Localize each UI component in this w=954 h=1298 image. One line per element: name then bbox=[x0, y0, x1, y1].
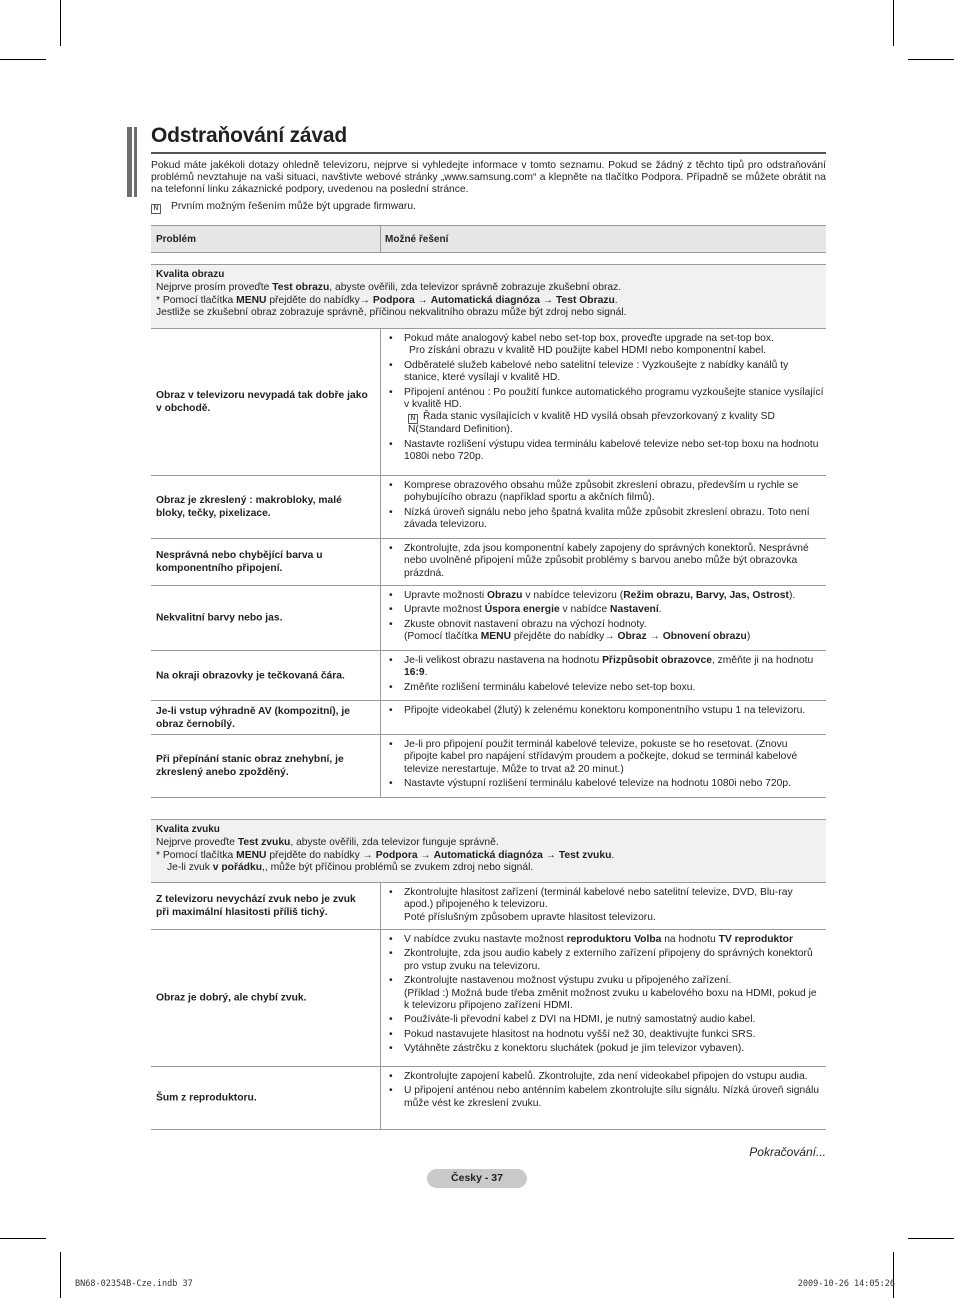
problem-cell: Nekvalitní barvy nebo jas. bbox=[156, 612, 283, 624]
solution-list bbox=[389, 1071, 824, 1112]
continued-label: Pokračování... bbox=[749, 1145, 826, 1159]
crop-mark bbox=[60, 1252, 61, 1298]
list-item: • Zkontrolujte hlasitost zařízení (terminál kabelové nebo satelitní televize, DVD, Blu-ray apod.) připojeného k televizoru. Poté příslušným způsobem upravte hlasitost televizoru. bbox=[389, 887, 824, 924]
footer-file: BN68-02354B-Cze.indb 37 bbox=[75, 1279, 193, 1289]
problem-cell: Šum z reproduktoru. bbox=[156, 1092, 257, 1104]
list-item: • Nastavte rozlišení výstupu videa terminálu kabelové televize nebo set-top boxu na hodnotu 1080i nebo 720p. bbox=[389, 439, 824, 464]
solution-list bbox=[389, 705, 824, 719]
crop-mark bbox=[60, 0, 61, 46]
list-item: • Komprese obrazového obsahu může způsobit zkreslení obrazu, především u rychle se pohybujícího obrazu (například sportu a akčních filmů). bbox=[389, 480, 824, 505]
section-line: Je-li zvuk v pořádku,, může být příčinou problémů se zvukem zdroj nebo signál. bbox=[167, 862, 534, 874]
list-item: • V nabídce zvuku nastavte možnost reproduktoru Volba na hodnotu TV reproduktor bbox=[389, 934, 824, 946]
list-item: • Odběratelé služeb kabelové nebo satelitní televize : Vyzkoušejte z nabídky kanálů ty stanice, které vysílají v kvalitě HD. bbox=[389, 360, 824, 385]
solution-list bbox=[389, 590, 824, 646]
list-item: • Je-li velikost obrazu nastavena na hodnotu Přizpůsobit obrazovce, změňte ji na hodnotu 16:9. bbox=[389, 655, 824, 680]
problem-cell: Při přepínání stanic obraz znehybní, je zkreslený anebo zpožděný. bbox=[156, 754, 344, 778]
solution-list bbox=[389, 739, 824, 793]
list-item: • Zkontrolujte, zda jsou audio kabely z externího zařízení připojeny do správných konektorů pro vstup zvuku na televizoru. bbox=[389, 948, 824, 973]
problem-cell: Obraz je dobrý, ale chybí zvuk. bbox=[156, 992, 307, 1004]
section-line: * Pomocí tlačítka MENU přejděte do nabídky → Podpora → Automatická diagnóza → Test zvuku. bbox=[156, 849, 615, 861]
solution-list bbox=[389, 543, 824, 582]
section-line: Nejprve prosím proveďte Test obrazu, abyste ověřili, zda televizor správně zobrazuje zkušební obraz. bbox=[156, 282, 622, 294]
intro-paragraph: Pokud máte jakékoli dotazy ohledně televizoru, nejprve si vyhledejte informace v tomto seznamu. Pokud se žádný z těchto tipů pro odstraňování problémů nevztahuje na vaši situaci, navštivte webové stránky „www.samsung.com“ a klepněte na tlačítko Podpora. Případně se můžete obrátit na na telefonní linku zákaznické podpory, uvedenou na poslední stránce. bbox=[151, 160, 826, 195]
problem-cell: Obraz v televizoru nevypadá tak dobře jako v obchodě. bbox=[156, 390, 368, 414]
table-row bbox=[151, 586, 826, 651]
header-solution: Možné řešení bbox=[385, 234, 449, 245]
list-item: • Vytáhněte zástrčku z konektoru sluchátek (pokud je jím televizor vybaven). bbox=[389, 1043, 824, 1055]
table-row bbox=[151, 735, 826, 798]
crop-mark bbox=[893, 0, 894, 46]
section-heading: Kvalita obrazu bbox=[156, 269, 225, 280]
list-item: • Používáte-li převodní kabel z DVI na HDMI, je nutný samostatný audio kabel. bbox=[389, 1014, 824, 1026]
table-row bbox=[151, 883, 826, 930]
table-row bbox=[151, 476, 826, 539]
solution-list bbox=[389, 887, 824, 926]
list-item: • Pokud máte analogový kabel nebo set-top box, proveďte upgrade na set-top box. Pro získání obrazu v kvalitě HD použijte kabel HDMI nebo komponentní kabel. bbox=[389, 333, 824, 358]
note-icon: N bbox=[151, 204, 161, 214]
picture-quality-section bbox=[151, 264, 826, 329]
note-icon: N bbox=[408, 414, 418, 424]
title-rule bbox=[151, 152, 826, 154]
list-item: • Nastavte výstupní rozlišení terminálu kabelové televize na hodnotu 1080i nebo 720p. bbox=[389, 778, 824, 790]
list-item: • Nízká úroveň signálu nebo jeho špatná kvalita může způsobit zkreslení obrazu. Toto není závada televizoru. bbox=[389, 507, 824, 532]
list-item: • Zkuste obnovit nastavení obrazu na výchozí hodnoty. (Pomocí tlačítka MENU přejděte do nabídky→ Obraz → Obnovení obrazu) bbox=[389, 619, 824, 644]
list-item: • Je-li pro připojení použit terminál kabelové televize, pokuste se ho resetovat. (Znovu připojte kabel pro napájení střídavým proudem a počkejte, dokud se terminál kabelové televize nerestartuje. Může to trvat až 20 minut.) bbox=[389, 739, 824, 776]
list-item: • Upravte možnosti Obrazu v nabídce televizoru (Režim obrazu, Barvy, Jas, Ostrost). bbox=[389, 590, 824, 602]
table-header bbox=[151, 225, 826, 253]
table-row bbox=[151, 539, 826, 586]
problem-cell: Nesprávná nebo chybějící barva u komponentního připojení. bbox=[156, 550, 323, 574]
crop-mark bbox=[0, 1238, 46, 1239]
problem-cell: Na okraji obrazovky je tečkovaná čára. bbox=[156, 670, 345, 681]
crop-mark bbox=[908, 1238, 954, 1239]
solution-list bbox=[389, 480, 824, 534]
section-line: Jestliže se zkušební obraz zobrazuje správně, příčinou nekvalitního obrazu může být zdroj nebo signál. bbox=[156, 307, 627, 319]
page-number-badge: Česky - 37 bbox=[427, 1169, 527, 1188]
firmware-note bbox=[151, 201, 416, 214]
table-row bbox=[151, 329, 826, 476]
page-title: Odstraňování závad bbox=[151, 124, 347, 147]
list-item: • U připojení anténou nebo anténním kabelem zkontrolujte sílu signálu. Nízká úroveň signálu může vést ke zkreslení zvuku. bbox=[389, 1085, 824, 1110]
solution-list bbox=[389, 934, 824, 1058]
list-item: • Pokud nastavujete hlasitost na hodnotu vyšší než 30, deaktivujte funkci SRS. bbox=[389, 1029, 824, 1041]
list-item: • Připojte videokabel (žlutý) k zelenému konektoru komponentního vstupu 1 na televizoru. bbox=[389, 705, 824, 717]
solution-list bbox=[389, 333, 824, 466]
problem-cell: Je-li vstup výhradně AV (kompozitní), je obraz černobílý. bbox=[156, 705, 350, 730]
section-line: Nejprve proveďte Test zvuku, abyste ověřili, zda televizor funguje správně. bbox=[156, 837, 499, 849]
table-row bbox=[151, 651, 826, 701]
problem-cell: Obraz je zkreslený : makrobloky, malé bloky, tečky, pixelizace. bbox=[156, 495, 342, 519]
list-item: • Zkontrolujte zapojení kabelů. Zkontrolujte, zda není videokabel připojen do vstupu audia. bbox=[389, 1071, 824, 1083]
header-problem: Problém bbox=[156, 234, 197, 245]
table-row bbox=[151, 701, 826, 735]
crop-mark bbox=[893, 1252, 894, 1298]
crop-mark bbox=[908, 59, 954, 60]
note-text: Prvním možným řešením může být upgrade firmwaru. bbox=[171, 201, 416, 212]
solution-list bbox=[389, 655, 824, 696]
table-row bbox=[151, 930, 826, 1067]
list-item: • Změňte rozlišení terminálu kabelové televize nebo set-top boxu. bbox=[389, 682, 824, 694]
crop-mark bbox=[0, 59, 46, 60]
problem-cell: Z televizoru nevychází zvuk nebo je zvuk při maximální hlasitosti příliš tichý. bbox=[156, 894, 356, 918]
section-heading: Kvalita zvuku bbox=[156, 824, 220, 835]
section-line: * Pomocí tlačítka MENU přejděte do nabídky→ Podpora → Automatická diagnóza → Test Obrazu. bbox=[156, 294, 618, 306]
list-item: • Zkontrolujte, zda jsou komponentní kabely zapojeny do správných konektorů. Nesprávné nebo uvolněné připojení může způsobit problémy s barvou anebo může být obrazovka prázdná. bbox=[389, 543, 824, 580]
list-item: • Připojení anténou : Po použití funkce automatického programu vyzkoušejte stanice vysílající v kvalitě HD. N Řada stanic vysílajících v kvalitě HD vysílá obsah převzorkovaný z kvality SD N(Standard Definition). bbox=[389, 387, 824, 437]
list-item: • Upravte možnost Úspora energie v nabídce Nastavení. bbox=[389, 604, 824, 616]
title-decoration bbox=[127, 127, 139, 197]
footer-timestamp: 2009-10-26 14:05:26 bbox=[797, 1279, 895, 1289]
table-row bbox=[151, 1067, 826, 1130]
sound-quality-section bbox=[151, 819, 826, 883]
list-item: • Zkontrolujte nastavenou možnost výstupu zvuku u připojeného zařízení. (Příklad :) Možná bude třeba změnit možnost zvuku u kabelového boxu na HDMI, pokud je k televizoru připojeno zařízení HDMI. bbox=[389, 975, 824, 1012]
